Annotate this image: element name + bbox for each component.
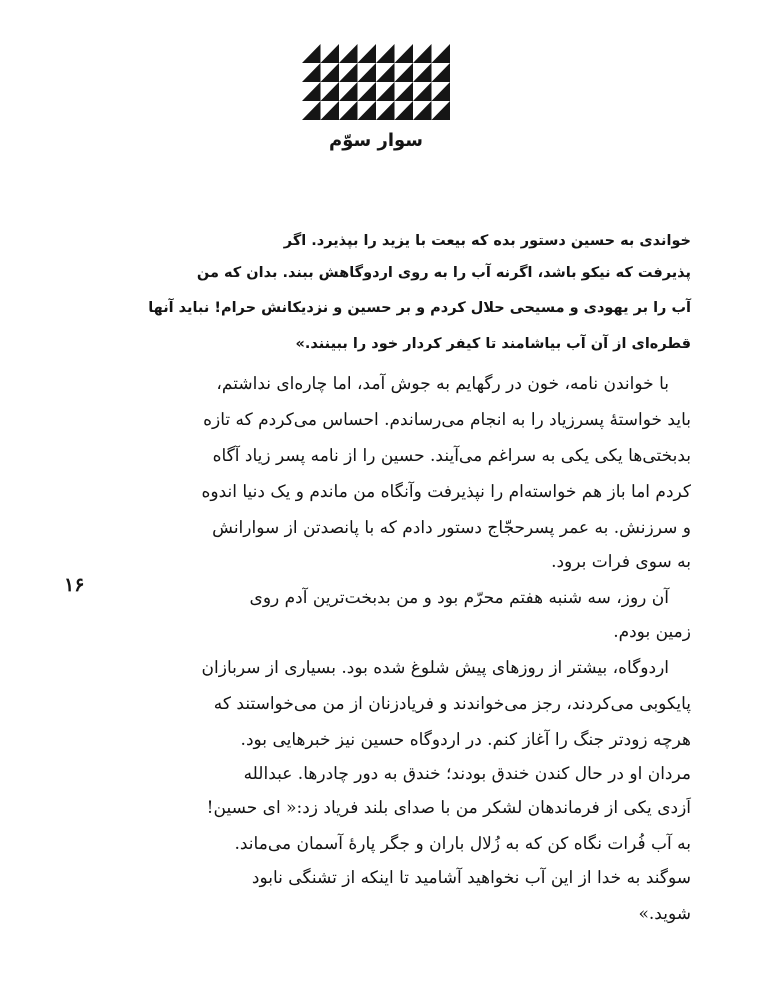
paragraph-line: آن روز، سه شنبه هفتم محرّم بود و من بدبخت‌ترین آدم روی [249, 588, 669, 608]
page-number: ۱۶ [64, 574, 85, 596]
ornament-triangle [339, 44, 358, 63]
ornament-triangle [358, 82, 377, 101]
ornament-triangle [339, 63, 358, 82]
paragraph-line: پایکوبی می‌کردند، رجز می‌خواندند و فریادزنان از من می‌خواستند که [213, 694, 691, 714]
ornament-triangle [376, 63, 395, 82]
ornament-triangle [432, 101, 451, 120]
paragraph-line: مردان او در حال کندن خندق بودند؛ خندق به دور چادرها. عبدالله [243, 764, 691, 784]
ornament-triangle [413, 82, 432, 101]
paragraph-line: زمین بودم. [613, 622, 691, 642]
ornament-triangle [321, 82, 340, 101]
paragraph-line: با خواندن نامه، خون در رگهایم به جوش آمد، اما چاره‌ای نداشتم، [216, 374, 669, 394]
quote-line: آب را بر یهودی و مسیحی حلال کردم و بر حسین و نزدیکانش حرام! نباید آنها [148, 300, 691, 316]
ornament-triangle [302, 82, 321, 101]
paragraph-line: اردوگاه، بیشتر از روزهای پیش شلوغ شده بود. بسیاری از سربازان [201, 658, 669, 678]
paragraph-line: باید خواستهٔ پسرزیاد را به انجام می‌رساندم. احساس می‌کردم که تازه [203, 410, 691, 430]
ornament-triangle [358, 63, 377, 82]
ornament-triangle [432, 63, 451, 82]
ornament-triangle [413, 101, 432, 120]
ornament-triangle [376, 44, 395, 63]
paragraph-line: به آب فُرات نگاه کن که به زُلال باران و جگر پارهٔ آسمان می‌ماند. [234, 834, 691, 854]
ornament-triangle [395, 44, 414, 63]
ornament-triangle [358, 101, 377, 120]
quote-line: پذیرفت که نیکو باشد، اگرنه آب را به روی اردوگاهش ببند. بدان که من [196, 265, 691, 281]
ornament-triangle [321, 101, 340, 120]
ornament-triangle [376, 101, 395, 120]
ornament-triangle [432, 82, 451, 101]
paragraph-line: به سوی فرات برود. [551, 552, 691, 572]
ornament-triangle [376, 82, 395, 101]
ornament-triangle [339, 101, 358, 120]
ornament-triangle [432, 44, 451, 63]
ornament-triangle [302, 63, 321, 82]
ornament-triangle [302, 44, 321, 63]
ornament-triangle [395, 82, 414, 101]
paragraph-line: هرچه زودتر جنگ را آغاز کنم. در اردوگاه حسین نیز خبرهایی بود. [240, 730, 691, 750]
paragraph-line: و سرزنش. به عمر پسرحجّاج دستور دادم که با پانصدتن از سوارانش [212, 518, 691, 538]
paragraph-line: بدبختی‌ها یکی یکی به سراغم می‌آیند. حسین را از نامه پسر زیاد آگاه [212, 446, 691, 466]
ornament-triangle [413, 63, 432, 82]
ornament-triangle [395, 63, 414, 82]
ornament-triangle [302, 101, 321, 120]
chapter-title: سوار سوّم [329, 130, 423, 151]
quote-line: خواندی به حسین دستور بده که بیعت با یزید را بپذیرد. اگر [283, 233, 691, 249]
ornament-triangle [395, 101, 414, 120]
ornament-triangle [321, 63, 340, 82]
quote-line: قطره‌ای از آن آب بیاشامند تا کیفر کردار خود را ببینند.» [295, 336, 691, 352]
paragraph-line: اَزدی یکی از فرماندهان لشکر من با صدای بلند فریاد زد:« ای حسین! [206, 798, 691, 818]
ornament-triangle [358, 44, 377, 63]
paragraph-line: شوید.» [638, 904, 691, 924]
paragraph-line: کردم اما باز هم خواسته‌ام را نپذیرفت وآنگاه من ماندم و یک دنیا اندوه [201, 482, 691, 502]
ornament-triangle [339, 82, 358, 101]
ornament-triangle [413, 44, 432, 63]
triangle-ornament [302, 44, 450, 120]
paragraph-line: سوگند به خدا از این آب نخواهید آشامید تا اینکه از تشنگی نابود [251, 868, 691, 888]
ornament-triangle [321, 44, 340, 63]
